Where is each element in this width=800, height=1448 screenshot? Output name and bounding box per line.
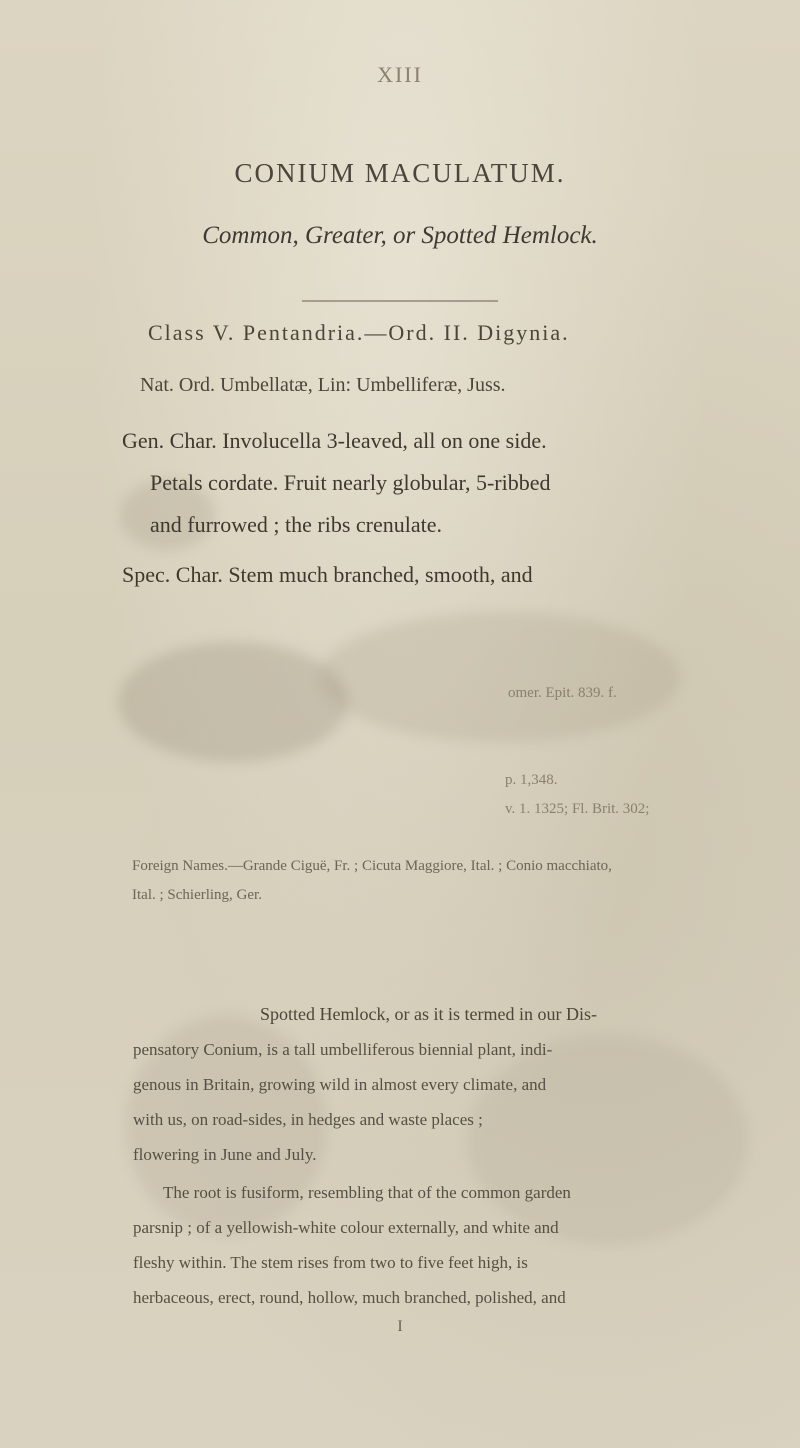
stain-overlay <box>468 1035 748 1245</box>
page-title: CONIUM MACULATUM. <box>234 158 566 188</box>
description-line-4: with us, on road-sides, in hedges and waste places ; <box>133 1110 483 1129</box>
synonym-line-1: omer. Epit. 839. f. <box>508 685 617 701</box>
foreign-names-line-2: Ital. ; Schierling, Ger. <box>132 887 262 903</box>
natural-order-line: Nat. Ord. Umbellatæ, Lin: Umbelliferæ, Juss. <box>140 374 506 396</box>
description-line-8: fleshy within. The stem rises from two to five feet high, is <box>133 1253 528 1272</box>
genus-character-line-3: and furrowed ; the ribs crenulate. <box>150 512 442 537</box>
description-line-9: herbaceous, erect, round, hollow, much branched, polished, and <box>133 1288 566 1307</box>
section-rule <box>302 300 498 302</box>
description-line-7: parsnip ; of a yellowish-white colour externally, and white and <box>133 1218 559 1237</box>
stain-overlay <box>320 612 680 742</box>
stain-overlay <box>118 642 348 762</box>
genus-character-line-2: Petals cordate. Fruit nearly globular, 5-ribbed <box>150 470 551 495</box>
synonym-line-2: p. 1,348. <box>505 772 558 788</box>
genus-character-line-1: Gen. Char. Involucella 3-leaved, all on one side. <box>122 428 547 453</box>
description-line-6: The root is fusiform, resembling that of the common garden <box>163 1183 571 1202</box>
signature-mark: I <box>397 1318 403 1335</box>
species-character-line-1: Spec. Char. Stem much branched, smooth, and <box>122 562 533 587</box>
foreign-names-line: Foreign Names.—Grande Ciguë, Fr. ; Cicuta Maggiore, Ital. ; Conio macchiato, <box>132 858 612 874</box>
description-opening: Spotted Hemlock, or as it is termed in our Dis- <box>260 1004 597 1024</box>
page-number: XIII <box>377 62 423 87</box>
page-subtitle: Common, Greater, or Spotted Hemlock. <box>202 222 598 249</box>
classification-line: Class V. Pentandria.—Ord. II. Digynia. <box>148 320 570 345</box>
synonym-line-3: v. 1. 1325; Fl. Brit. 302; <box>505 801 650 817</box>
description-line-5: flowering in June and July. <box>133 1145 317 1164</box>
description-line-2: pensatory Conium, is a tall umbelliferous biennial plant, indi- <box>133 1040 553 1059</box>
description-line-3: genous in Britain, growing wild in almost every climate, and <box>133 1075 547 1094</box>
